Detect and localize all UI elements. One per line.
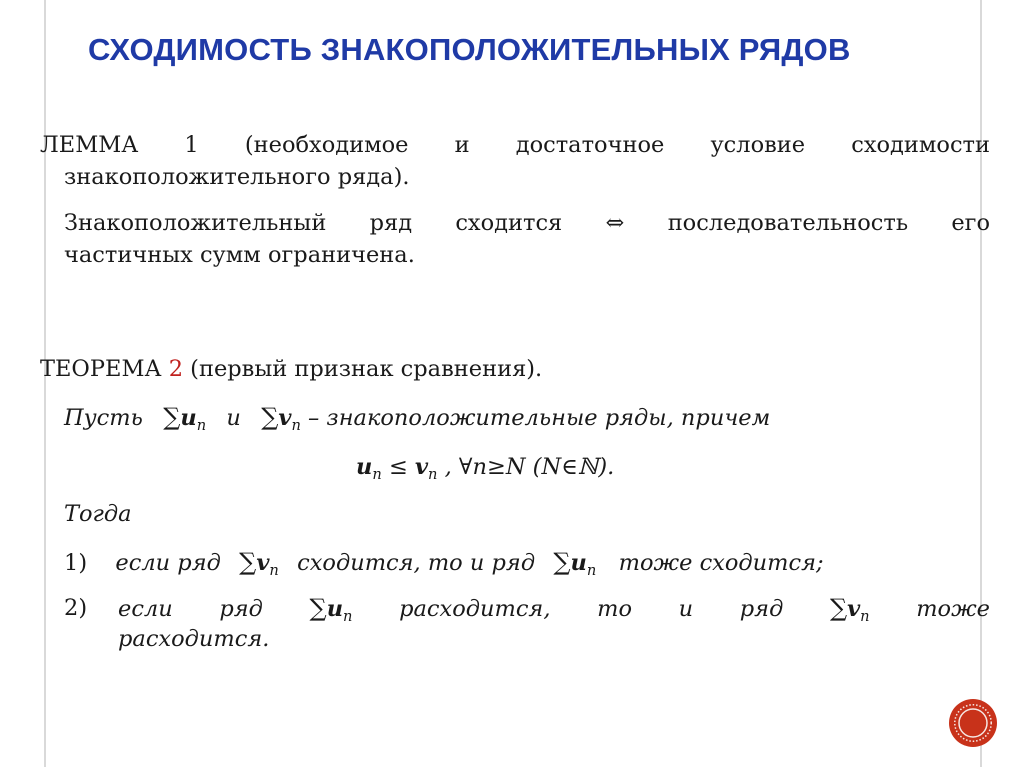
sum-symbol: ∑ [553, 548, 571, 576]
page-title: СХОДИМОСТЬ ЗНАКОПОЛОЖИТЕЛЬНЫХ РЯДОВ [88, 32, 851, 67]
sum-symbol: ∑ [309, 594, 327, 622]
lemma-line-1: ЛЕММА 1 (необходимое и достаточное условие сходимости [40, 132, 990, 158]
lemma-statement-line-1 [64, 206, 990, 240]
then-word: Тогда [64, 501, 132, 527]
theorem-hypothesis [64, 400, 770, 435]
series-u: u [180, 405, 197, 431]
index-n: n [372, 466, 382, 484]
condition-tail: , ∀n≥N (N∈ℕ). [444, 454, 615, 480]
index-n: n [196, 417, 207, 435]
sum-symbol: ∑ [829, 594, 848, 622]
item-2-word: расходится, [399, 596, 551, 622]
series-v: v [256, 550, 270, 576]
lemma-statement-line-2: частичных сумм ограничена. [64, 242, 415, 268]
sum-symbol: ∑ [239, 548, 257, 576]
equivalence-symbol: ⇔ [605, 210, 625, 236]
series-v: v [847, 596, 861, 622]
term-u: u [356, 454, 373, 480]
leq-symbol: ≤ [388, 454, 408, 480]
item-2-word: если [118, 596, 173, 622]
index-n: n [428, 466, 438, 484]
item-2-word: и [678, 596, 694, 622]
index-n: n [269, 562, 279, 580]
index-n: n [860, 608, 870, 626]
item-1 [64, 545, 824, 580]
series-u: u [570, 550, 587, 576]
item-1-number: 1) [64, 550, 88, 576]
sum-symbol: ∑ [261, 403, 279, 431]
term-v: v [414, 454, 429, 480]
hypothesis-tail: – знакоположительные ряды, причем [308, 405, 771, 431]
item-2-line-2: расходится. [118, 626, 270, 652]
theorem-label: ТЕОРЕМА [40, 356, 162, 382]
theorem-heading [40, 352, 542, 386]
item-2-word: тоже [916, 596, 990, 622]
lemma-statement-a: Знакоположительный ряд сходится [64, 210, 563, 236]
item-2-word: то [597, 596, 633, 622]
theorem-name: (первый признак сравнения). [190, 356, 543, 382]
item-1-text-c: тоже сходится; [618, 550, 824, 576]
lemma-statement-b: последовательность его [667, 210, 990, 236]
series-v: v [278, 405, 292, 431]
circle-badge-icon [947, 697, 999, 749]
item-2-line-1 [118, 591, 990, 626]
right-rule [980, 0, 982, 767]
item-1-text-b: сходится, то и ряд [297, 550, 536, 576]
index-n: n [291, 417, 301, 435]
item-2-number: 2) [64, 595, 88, 621]
series-u: u [326, 596, 344, 622]
item-1-text-a: если ряд [115, 550, 221, 576]
comparison-condition [356, 450, 614, 484]
item-2-word: ряд [739, 596, 784, 622]
let-word: Пусть [64, 405, 143, 431]
index-n: n [343, 608, 353, 626]
index-n: n [586, 562, 597, 580]
sum-symbol: ∑ [163, 403, 181, 431]
theorem-number: 2 [168, 356, 184, 382]
and-word: и [226, 405, 241, 431]
lemma-line-2: знакоположительного ряда). [64, 164, 410, 190]
item-2-word: ряд [219, 596, 263, 622]
